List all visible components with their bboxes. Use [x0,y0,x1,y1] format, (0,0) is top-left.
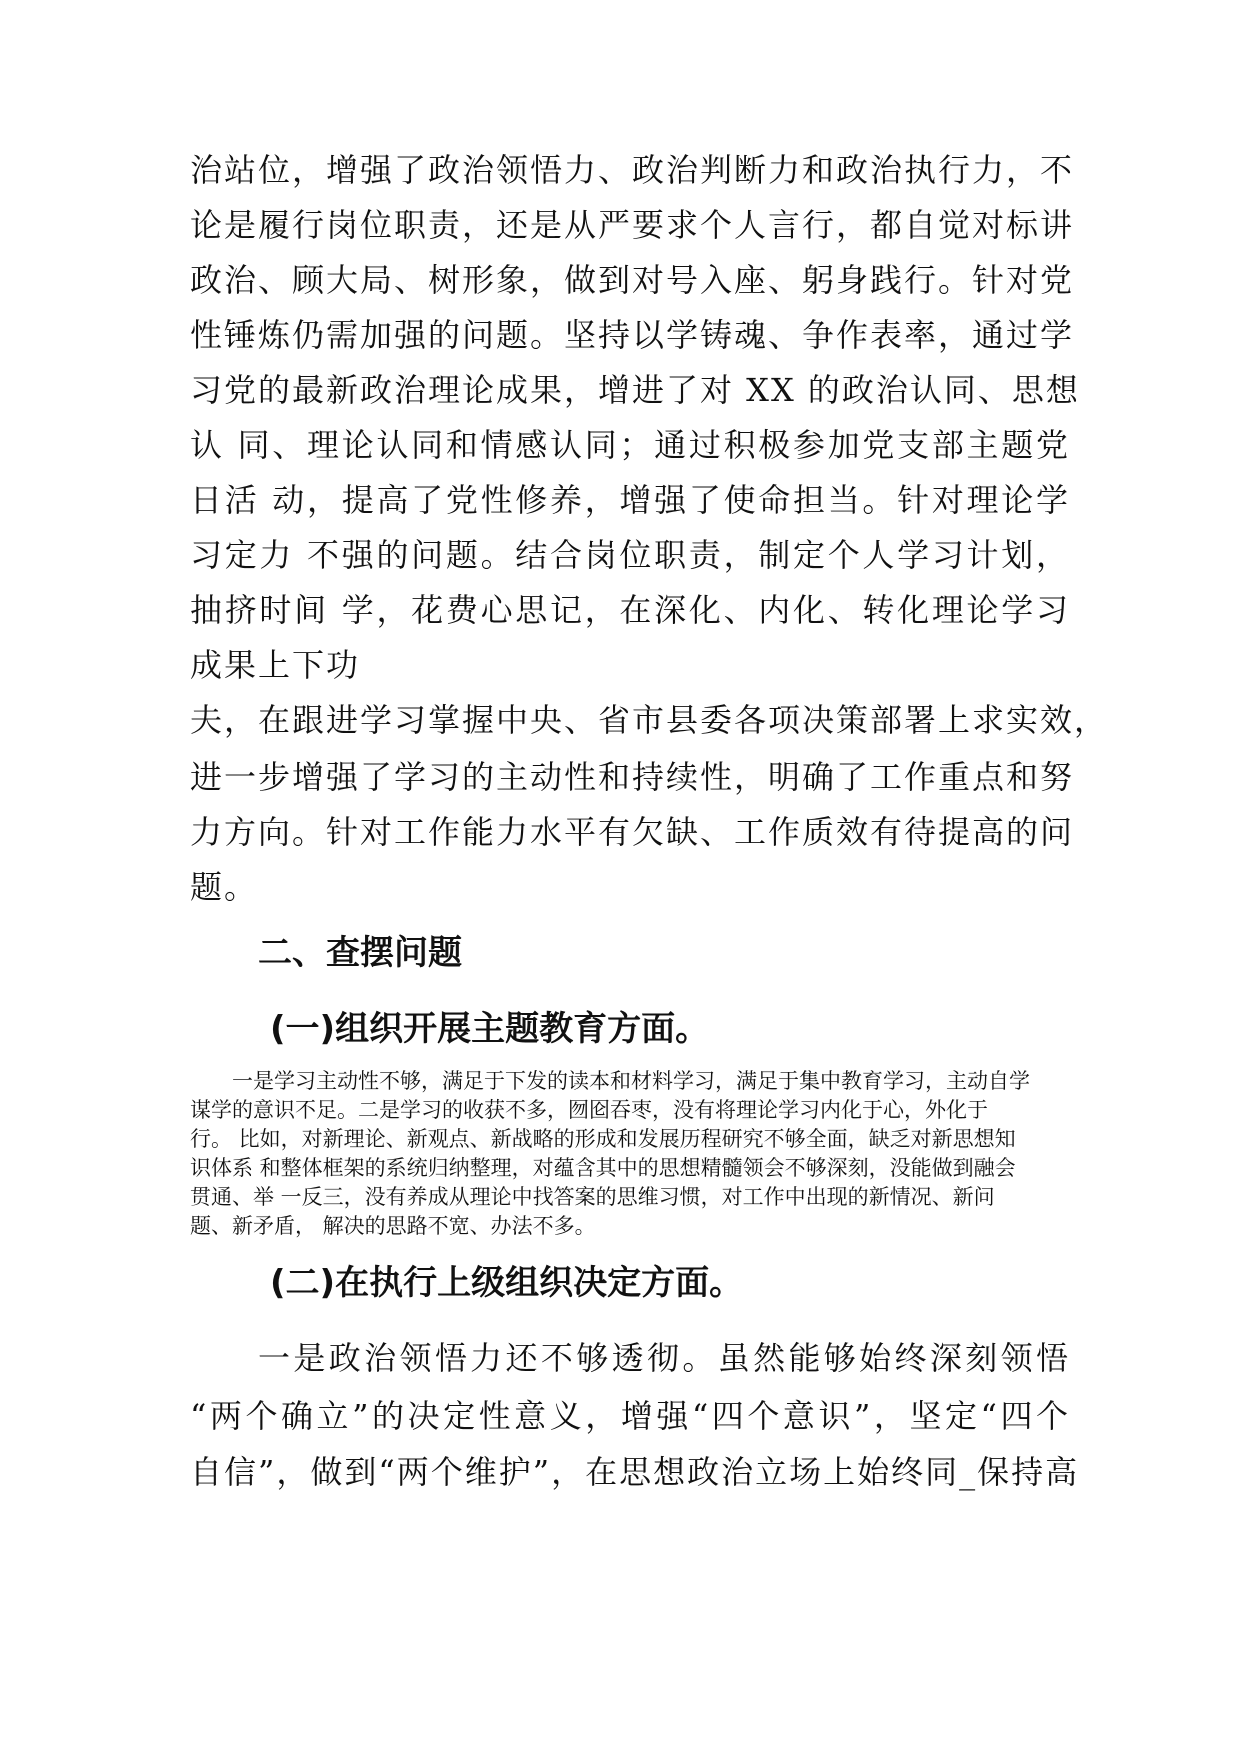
paragraph-line: 性锤炼仍需加强的问题。坚持以学铸魂、争作表率，通过学 [190,316,1075,354]
small-paragraph-line: 识体系 和整体框架的系统归纳整理，对蕴含其中的思想精髓领会不够深刻，没能做到融会 [190,1156,1016,1180]
subsection-heading: (二)在执行上级组织决定方面。 [270,1263,744,1303]
paragraph-line: 进一步增强了学习的主动性和持续性，明确了工作重点和努 [190,758,1075,796]
small-paragraph-line: 题、新矛盾， 解决的思路不宽、办法不多。 [190,1214,596,1238]
small-paragraph-line: 一是学习主动性不够，满足于下发的读本和材料学习，满足于集中教育学习，主动自学 [232,1069,1030,1093]
section-heading: 二、查摆问题 [258,933,462,973]
paragraph-line: 力方向。针对工作能力水平有欠缺、工作质效有待提高的问 [190,813,1075,851]
paragraph-line: 成果上下功 [190,646,361,684]
paragraph-line: 论是履行岗位职责，还是从严要求个人言行，都自觉对标讲 [190,206,1075,244]
paragraph-line: “两个确立”的决定性意义，增强“四个意识”，坚定“四个 [190,1397,1070,1435]
subsection-heading: (一)组织开展主题教育方面。 [270,1009,710,1049]
paragraph-line: 题。 [190,868,259,906]
paragraph-line: 认 同、理论认同和情感认同；通过积极参加党支部主题党 [190,426,1070,464]
paragraph-line: 一是政治领悟力还不够透彻。虽然能够始终深刻领悟 [258,1339,1070,1377]
paragraph-line: 抽挤时间 学，花费心思记，在深化、内化、转化理论学习 [190,591,1070,629]
paragraph-line: 日活 动，提高了党性修养，增强了使命担当。针对理论学 [190,481,1070,519]
paragraph-line: 治站位，增强了政治领悟力、政治判断力和政治执行力，不 [190,151,1075,189]
small-paragraph-line: 贯通、举 一反三，没有养成从理论中找答案的思维习惯，对工作中出现的新情况、新问 [190,1185,995,1209]
small-paragraph-line: 谋学的意识不足。二是学习的收获不多，囫囵吞枣，没有将理论学习内化于心，外化于 [190,1098,988,1122]
paragraph-line: 习定力 不强的问题。结合岗位职责，制定个人学习计划， [190,536,1070,574]
paragraph-line: 自信”，做到“两个维护”，在思想政治立场上始终同_保持高 [190,1453,1080,1491]
paragraph-line: 习党的最新政治理论成果，增进了对 XX 的政治认同、思想 [190,371,1080,409]
paragraph-line: 夫，在跟进学习掌握中央、省市县委各项决策部署上求实效， [190,701,1109,739]
paragraph-line: 政治、顾大局、树形象，做到对号入座、躬身践行。针对党 [190,261,1075,299]
small-paragraph-line: 行。 比如，对新理论、新观点、新战略的形成和发展历程研究不够全面，缺乏对新思想知 [190,1127,1016,1151]
